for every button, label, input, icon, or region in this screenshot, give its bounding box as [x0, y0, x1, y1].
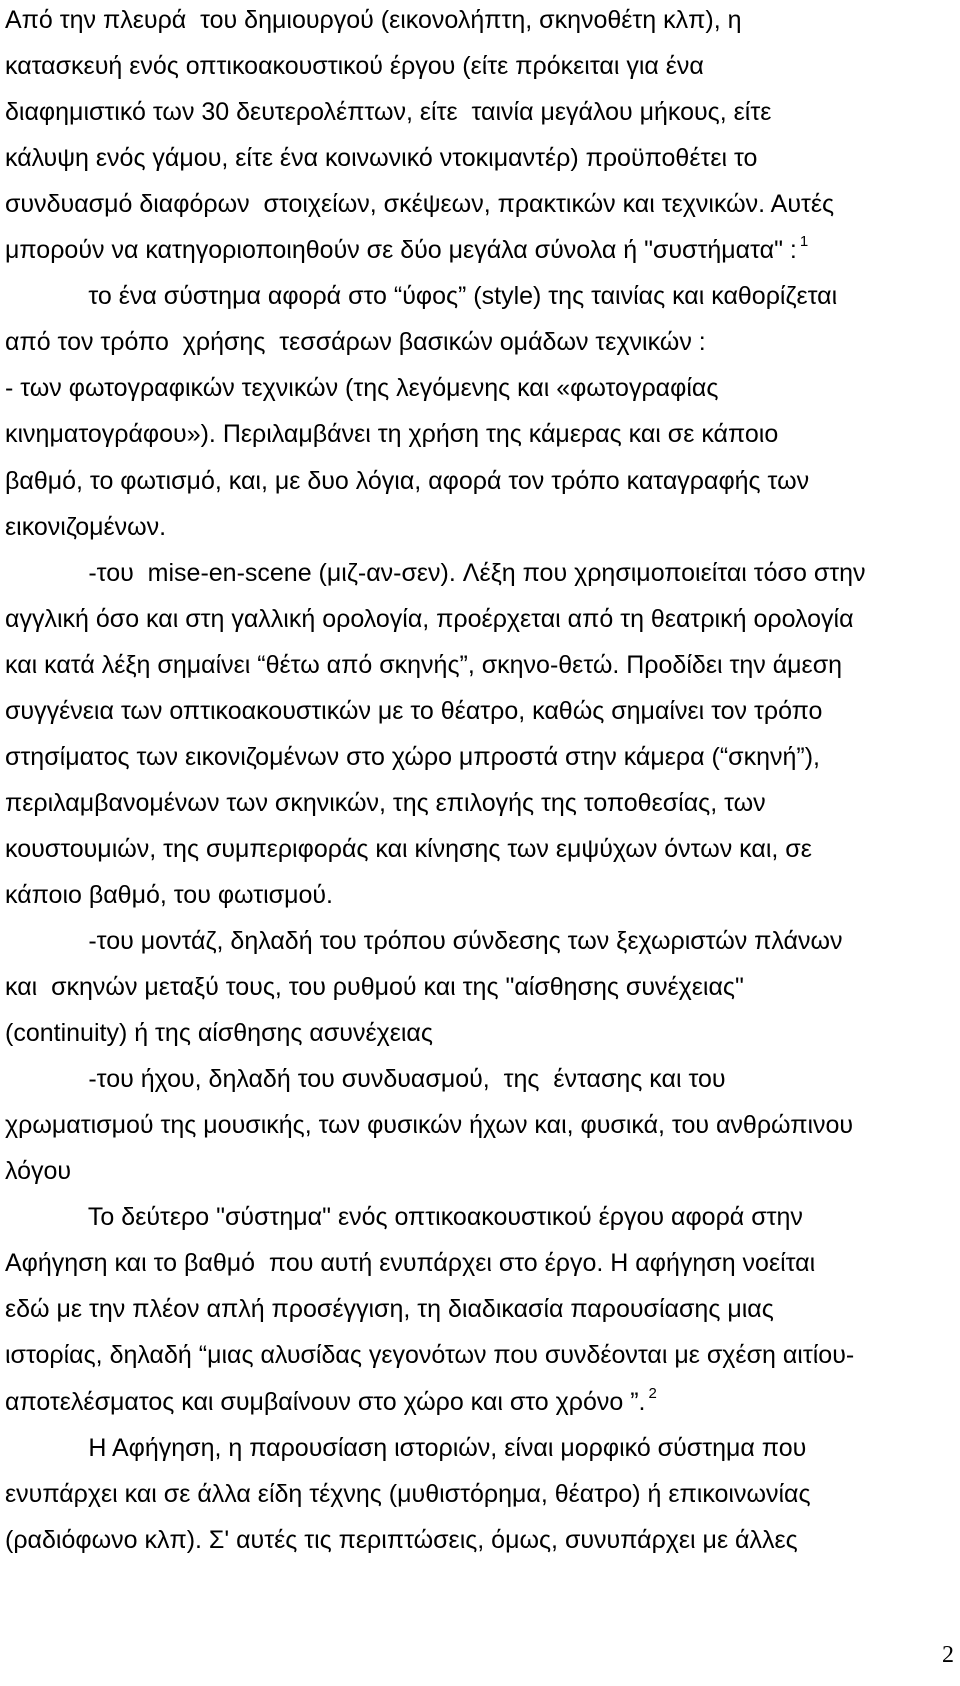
line-text: περιλαμβανομένων των σκηνικών, της επιλογής της τοποθεσίας, των [5, 788, 766, 817]
line-text: Αφήγηση και το βαθμό που αυτή ενυπάρχει στο έργο. Η αφήγηση νοείται [5, 1249, 816, 1278]
text-line [5, 650, 842, 680]
line-text: συνδυασμό διαφόρων στοιχείων, σκέψεων, πρακτικών και τεχνικών. Αυτές [5, 190, 835, 219]
text-line [5, 1248, 815, 1278]
text-line [5, 419, 778, 449]
line-text: και κατά λέξη σημαίνει “θέτω από σκηνής”, σκηνο-θετώ. Προδίδει την άμεση [5, 650, 843, 679]
line-text: από τον τρόπο χρήσης τεσσάρων βασικών ομάδων τεχνικών : [5, 328, 706, 357]
line-text: -του mise-en-scene (μιζ-αν-σεν). Λέξη που χρησιμοποιείται τόσο στην [5, 558, 866, 587]
line-text: ενυπάρχει και σε άλλα είδη τέχνης (μυθιστόρημα, θέατρο) ή επικοινωνίας [5, 1479, 811, 1508]
line-text: βαθμό, το φωτισμό, και, με δυο λόγια, αφορά τον τρόπο καταγραφής των [5, 466, 810, 495]
line-text: κάλυψη ενός γάμου, είτε ένα κοινωνικό ντοκιμαντέρ) προϋποθέτει το [5, 144, 758, 173]
text-line [5, 742, 820, 772]
page-number: 2 [942, 1642, 954, 1668]
line-text: συγγένεια των οπτικοακουστικών με το θέατρο, καθώς σημαίνει τον τρόπο [5, 696, 823, 725]
line-text: κουστουμιών, της συμπεριφοράς και κίνησης των εμψύχων όντων και, σε [5, 834, 812, 863]
line-text: Το δεύτερο "σύστημα" ενός οπτικοακουστικού έργου αφορά στην [5, 1203, 803, 1232]
line-text: ιστορίας, δηλαδή “μιας αλυσίδας γεγονότων που συνδέονται με σχέση αιτίου- [5, 1341, 855, 1370]
text-line [5, 1340, 854, 1370]
line-text: Η Αφήγηση, η παρουσίαση ιστοριών, είναι μορφικό σύστημα που [5, 1433, 807, 1462]
line-text: εικονιζομένων. [5, 512, 167, 541]
line-text: κινηματογράφου»). Περιλαμβάνει τη χρήση της κάμερας και σε κάποιο [5, 420, 779, 449]
line-text: και σκηνών μεταξύ τους, του ρυθμού και της "αίσθησης συνέχειας" [5, 973, 744, 1002]
text-line [5, 558, 866, 588]
text-line [5, 1018, 433, 1048]
line-text: χρωματισμού της μουσικής, των φυσικών ήχων και, φυσικά, του ανθρώπινου [5, 1111, 854, 1140]
line-text: το ένα σύστημα αφορά στο “ύφος” (style) της ταινίας και καθορίζεται [5, 282, 838, 311]
line-text: -του ήχου, δηλαδή του συνδυασμού, της έντασης και του [5, 1065, 726, 1094]
text-line [5, 1156, 71, 1186]
text-line [5, 880, 333, 910]
text-line [5, 972, 744, 1002]
text-line [5, 189, 834, 219]
line-text: αγγλική όσο και στη γαλλική ορολογία, προέρχεται από τη θεατρική ορολογία [5, 604, 854, 633]
text-line [5, 327, 706, 357]
text-line [5, 512, 166, 542]
line-text: διαφημιστικό των 30 δευτερολέπτων, είτε ταινία μεγάλου μήκους, είτε [5, 98, 772, 127]
line-text: λόγου [5, 1157, 72, 1186]
text-line [5, 235, 808, 269]
text-line [5, 1433, 806, 1463]
text-line [5, 5, 742, 35]
line-text: αποτελέσματος και συμβαίνουν στο χώρο και στο χρόνο ”. [5, 1387, 646, 1416]
text-line [5, 1479, 811, 1509]
line-text: στησίματος των εικονιζομένων στο χώρο μπροστά στην κάμερα (“σκηνή”), [5, 742, 821, 771]
text-line [5, 696, 822, 726]
footnote-reference: 2 [648, 1384, 657, 1402]
line-text: Από την πλευρά του δημιουργού (εικονολήπτη, σκηνοθέτη κλπ), η [5, 6, 742, 34]
text-line [5, 604, 854, 634]
text-line [5, 1525, 798, 1555]
line-text: (ραδιόφωνο κλπ). Σ' αυτές τις περιπτώσεις, όμως, συνυπάρχει με άλλες [5, 1525, 798, 1554]
line-text: κάποιο βαθμό, του φωτισμού. [5, 880, 333, 909]
text-line [5, 1202, 803, 1232]
line-text: -του μοντάζ, δηλαδή του τρόπου σύνδεσης των ξεχωριστών πλάνων [5, 927, 843, 955]
text-line [5, 51, 704, 81]
line-text: - των φωτογραφικών τεχνικών (της λεγόμενης και «φωτογραφίας [5, 374, 719, 403]
text-line [5, 1294, 774, 1324]
text-line [5, 1384, 657, 1421]
text-line [5, 788, 766, 818]
text-line [5, 281, 837, 311]
text-line [5, 834, 812, 864]
line-text: κατασκευή ενός οπτικοακουστικού έργου (είτε πρόκειται για ένα [5, 52, 704, 81]
text-line [5, 926, 843, 956]
text-line [5, 373, 718, 403]
text-line [5, 97, 771, 127]
line-text: (continuity) ή της αίσθησης ασυνέχειας [5, 1019, 433, 1048]
text-line [5, 143, 757, 173]
text-line [5, 466, 809, 496]
text-line [5, 1110, 853, 1140]
line-text: μπορούν να κατηγοριοποιηθούν σε δύο μεγάλα σύνολα ή "συστήματα" : [5, 236, 797, 265]
line-text: εδώ με την πλέον απλή προσέγγιση, τη διαδικασία παρουσίασης μιας [5, 1295, 774, 1324]
text-line [5, 1064, 726, 1094]
footnote-reference: 1 [799, 233, 809, 251]
